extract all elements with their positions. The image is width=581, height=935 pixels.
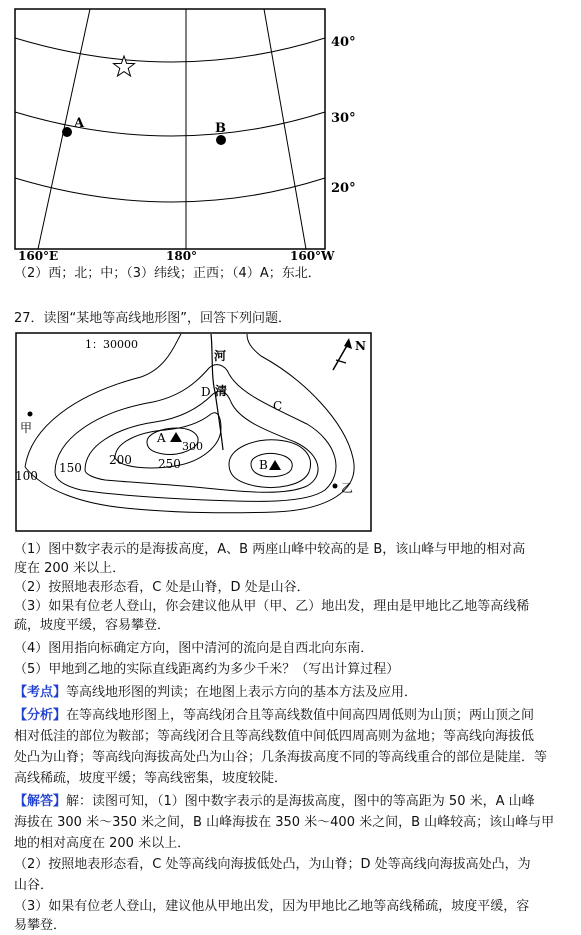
peak-a-icon [170, 432, 182, 442]
point-b-dot [216, 135, 226, 145]
north-label: N [355, 339, 366, 353]
contour-label-200: 200 [109, 453, 132, 467]
jieda-line-1 [14, 792, 574, 811]
peak-a-label: A [157, 431, 166, 445]
lat-label-30: 30° [331, 111, 356, 126]
lon-label-160e: 160°E [18, 249, 59, 263]
contour-b-inner [251, 453, 292, 476]
answer-line-2: 度在 200 米以上． [14, 561, 126, 576]
river-he-label: 河 [214, 349, 227, 363]
peak-a-height: 300 [182, 440, 203, 453]
kaodian-text: 等高线地形图的判读；在地图上表示方向的基本方法及应用． [66, 685, 418, 700]
jieda-line-3: 地的相对高度在 200 米以上． [14, 836, 191, 851]
kaodian-tag: 【考点】 [14, 685, 67, 700]
fenxi-text-1: 在等高线地形图上，等高线闭合且等高线数值中间高四周低则为山顶；两山顶之间 [66, 708, 535, 723]
fenxi-line-2: 相对低洼的部位为鞍部；等高线闭合且等高线数值中间低四周高则为盆地；等高线向海拔低 [14, 729, 535, 744]
jieda-line-5: 山谷． [14, 878, 54, 893]
peak-b-label: B [259, 458, 268, 472]
latitude-20 [15, 178, 325, 202]
answer-line-6: （4）图用指向标确定方向，图中清河的流向是自西北向东南． [14, 641, 374, 656]
point-a-dot [62, 127, 72, 137]
place-yi-label: 乙 [341, 481, 354, 495]
latitude-30 [15, 112, 325, 136]
label-d: D [201, 385, 211, 399]
jieda-tag: 【解答】 [14, 794, 67, 809]
lon-label-180: 180° [166, 249, 198, 263]
answer-line-3: （2）按照地表形态看，C 处是山脊，D 处是山谷． [14, 580, 310, 595]
graticule-map [14, 8, 384, 266]
latitude-40 [15, 38, 325, 62]
answer-line-5: 疏，坡度平缓，容易攀登． [14, 618, 171, 633]
lon-label-160w: 160°W [290, 249, 335, 263]
jieda-line-6: （3）如果有位老人登山，建议他从甲地出发，因为甲地比乙地等高线稀疏，坡度平缓，容 [14, 899, 530, 914]
place-jia-dot [28, 412, 33, 417]
fenxi-line-4: 高线稀疏，坡度平缓；等高线密集，坡度较陡． [14, 771, 288, 786]
fenxi-tag: 【分析】 [14, 708, 67, 723]
point-b-label: B [215, 121, 226, 136]
lat-label-40: 40° [331, 35, 356, 50]
question-title: 27．读图“某地等高线地形图”，回答下列问题． [14, 311, 292, 326]
contour-map [15, 332, 373, 534]
river-qing-label: 清 [215, 384, 228, 398]
scale-label: 1：30000 [85, 338, 138, 351]
jieda-text-1: 解：读图可知，（1）图中数字表示的是海拔高度，图中的等高距为 50 米，A 山峰 [66, 794, 535, 809]
peak-b-icon [269, 460, 281, 470]
fenxi-line-3: 处凸为山脊；等高线向海拔高处凸为山谷；几条海拔高度不同的等高线重合的部位是陡崖．等 [14, 750, 548, 765]
fenxi-line-1 [14, 706, 574, 725]
answer-prev: （2）西；北；中；（3）纬线；正西；（4）A；东北． [14, 266, 321, 281]
lat-label-20: 20° [331, 181, 356, 196]
map-frame [15, 9, 325, 249]
contour-label-100: 100 [15, 469, 38, 483]
jieda-line-4: （2）按照地表形态看，C 处等高线向海拔低处凸，为山脊；D 处等高线向海拔高处凸，为 [14, 857, 531, 872]
label-c: C [273, 399, 283, 413]
contour-label-150: 150 [59, 461, 82, 475]
place-yi-dot [333, 484, 338, 489]
place-jia-label: 甲 [20, 421, 33, 435]
contour-150 [55, 365, 336, 502]
answer-line-1: （1）图中数字表示的是海拔高度，A、B 两座山峰中较高的是 B，该山峰与甲地的相对高 [14, 542, 526, 557]
contour-b-outer [229, 440, 311, 488]
point-a-label: A [74, 116, 85, 131]
contour-label-250: 250 [158, 457, 181, 471]
kaodian-line [14, 683, 574, 702]
jieda-line-7: 易攀登． [14, 918, 67, 933]
answer-line-4: （3）如果有位老人登山，你会建议他从甲（甲、乙）地出发，理由是甲地比乙地等高线稀 [14, 599, 530, 614]
jieda-line-2: 海拔在 300 米～350 米之间，B 山峰海拔在 350 米～400 米之间，B 山峰较高；该山峰与甲 [14, 815, 555, 830]
answer-line-7: （5）甲地到乙地的实际直线距离约为多少千米？（写出计算过程） [14, 662, 400, 677]
